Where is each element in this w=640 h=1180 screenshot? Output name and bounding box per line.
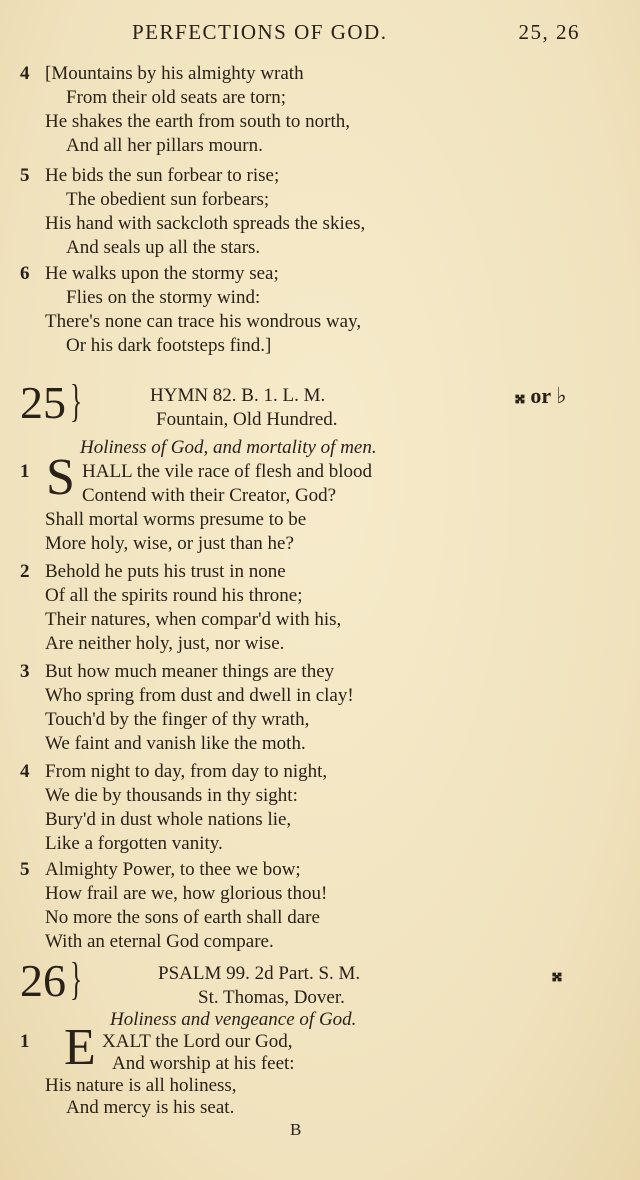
stanza-line: 6 He walks upon the stormy sea; — [20, 263, 279, 284]
stanza-line: Contend with their Creator, God? — [82, 485, 337, 506]
stanza-line: How frail are we, how glorious thou! — [45, 883, 328, 904]
stanza-line: His hand with sackcloth spreads the skies, — [45, 213, 366, 234]
stanza-line: HALL the vile race of flesh and blood — [82, 461, 373, 482]
stanza-line: Or his dark footsteps find.] — [66, 335, 272, 356]
stanza-line: 2 Behold he puts his trust in none — [20, 561, 286, 582]
stanza-line: No more the sons of earth shall dare — [45, 907, 320, 928]
stanza-line: 3 But how much meaner things are they — [20, 661, 335, 682]
hymn-heading: HYMN 82. B. 1. L. M. — [150, 385, 326, 406]
stanza-line: 1 — [20, 461, 30, 482]
stanza-line: Are neither holy, just, nor wise. — [45, 633, 285, 654]
stanza-line: More holy, wise, or just than he? — [45, 533, 294, 554]
stanza-line: Flies on the stormy wind: — [66, 287, 261, 308]
stanza-line: Of all the spirits round his throne; — [45, 585, 303, 606]
stanza-line: XALT the Lord our God, — [102, 1031, 293, 1052]
tune-names: St. Thomas, Dover. — [198, 987, 345, 1008]
key-signature-mark: 𝄪 — [552, 961, 562, 986]
stanza-line: And all her pillars mourn. — [66, 135, 263, 156]
stanza-line: Who spring from dust and dwell in clay! — [45, 685, 354, 706]
stanza-line: 1 — [20, 1031, 30, 1052]
brace: } — [70, 375, 83, 426]
stanza-line: And seals up all the stars. — [66, 237, 261, 258]
stanza-line: We faint and vanish like the moth. — [45, 733, 306, 754]
drop-cap: E — [64, 1019, 96, 1076]
stanza-line: Like a forgotten vanity. — [45, 833, 223, 854]
hymn-subject: Holiness and vengeance of God. — [110, 1009, 357, 1030]
stanza-line: With an eternal God compare. — [45, 931, 274, 952]
stanza-line: 5 Almighty Power, to thee we bow; — [20, 859, 301, 880]
stanza-line: His nature is all holiness, — [45, 1075, 237, 1096]
stanza-line: We die by thousands in thy sight: — [45, 785, 298, 806]
stanza-line: 4 [Mountains by his almighty wrath — [20, 63, 304, 84]
key-signature-mark: 𝄪 or ♭ — [515, 383, 567, 408]
drop-cap: S — [46, 449, 75, 506]
page-number: 25, 26 — [518, 20, 580, 44]
stanza-line: The obedient sun forbears; — [66, 189, 270, 210]
tune-names: Fountain, Old Hundred. — [156, 409, 338, 430]
hymn-subject: Holiness of God, and mortality of men. — [80, 437, 377, 458]
page-title: PERFECTIONS OF GOD. — [132, 20, 388, 44]
stanza-line: Bury'd in dust whole nations lie, — [45, 809, 292, 830]
stanza-line: There's none can trace his wondrous way, — [45, 311, 362, 332]
running-header — [130, 18, 580, 48]
brace: } — [70, 953, 83, 1004]
stanza-line: 4 From night to day, from day to night, — [20, 761, 328, 782]
stanza-line: He shakes the earth from south to north, — [45, 111, 350, 132]
stanza-line: Touch'd by the finger of thy wrath, — [45, 709, 310, 730]
stanza-line: Shall mortal worms presume to be — [45, 509, 307, 530]
stanza-line: From their old seats are torn; — [66, 87, 287, 108]
stanza-line: Their natures, when compar'd with his, — [45, 609, 342, 630]
stanza-line: 5 He bids the sun forbear to rise; — [20, 165, 280, 186]
hymn-number: 25 — [20, 377, 66, 428]
hymn-number: 26 — [20, 955, 66, 1006]
hymn-heading: PSALM 99. 2d Part. S. M. — [158, 963, 361, 984]
stanza-line: And mercy is his seat. — [66, 1097, 235, 1118]
signature-mark: B — [290, 1120, 302, 1139]
stanza-line: And worship at his feet: — [112, 1053, 295, 1074]
